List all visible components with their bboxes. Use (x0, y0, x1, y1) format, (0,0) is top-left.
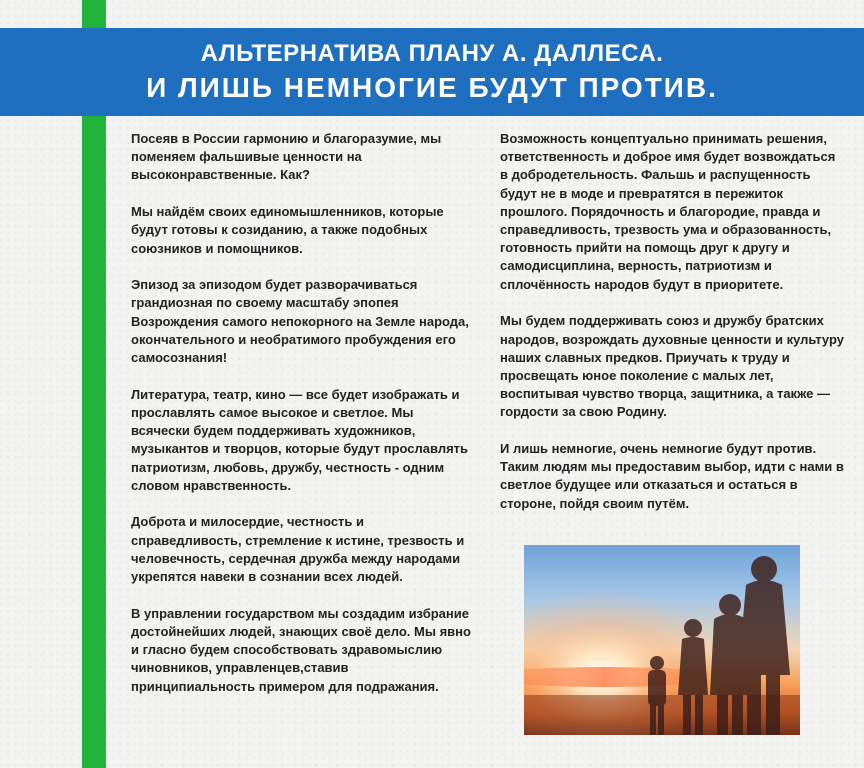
title-line-1: АЛЬТЕРНАТИВА ПЛАНУ А. ДАЛЛЕСА. (200, 40, 664, 67)
family-silhouette-illustration (524, 545, 800, 735)
paragraph: Эпизод за эпизодом будет разворачиваться грандиозная по своему масштабу эпопея Возрождения самого непокорного на Земле народа, окончательного и необратимого пробуждения его самосознания! (131, 277, 469, 366)
paragraph: Возможность концептуально принимать решения, ответственность и доброе имя будет возвождаться в добродетельность. Фальшь и распущенность будут не в моде и превратятся в пережиток прошлого. Порядочность и благородие, правда и справедливость, трезвость ума и образованность, готовность прийти на помощь друг к другу и самодисциплина, верность, патриотизм и сплочённость народов будут в приоритете. (500, 131, 836, 292)
paragraph: Мы будем поддерживать союз и дружбу братских народов, возрождать духовные ценности и культуру наших славных предков. Приучать к труду и просвещать юное поколение с малых лет, воспитывая чувство творца, защитника, а также — гордости за свою Родину. (500, 313, 844, 420)
title-line-2: И ЛИШЬ НЕМНОГИЕ БУДУТ ПРОТИВ. (146, 72, 718, 103)
paragraph: Литература, театр, кино — все будет изображать и прославлять самое высокое и светлое. Мы всячески будем поддерживать художников, музыкантов и творцов, которые будут прославлять патриотизм, любовь, дружбу, честность - одним словом нравственность. (131, 386, 469, 493)
paragraph: В управлении государством мы создадим избрание достойнейших людей, знающих своё дело. Мы явно и гласно будем способствовать здравомыслию чиновников, управленцев,ставив принципиальность примером для подражания. (131, 605, 471, 694)
family-sunset-photo (524, 545, 800, 735)
paragraph: И лишь немногие, очень немногие будут против. Таким людям мы предоставим выбор, идти с нами в светлое будущее или отказаться и остаться в стороне, пойдя своим путём. (500, 441, 844, 511)
paragraph: Посеяв в России гармонию и благоразумие, мы поменяем фальшивые ценности на высоконравственные. Как? (131, 131, 442, 183)
right-text-column (500, 130, 845, 531)
paragraph: Доброта и милосердие, честность и справедливость, стремление к истине, трезвость и человечность, сердечная дружба между народами укрепятся навеки в сознании всех людей. (131, 514, 465, 585)
title-banner (0, 28, 864, 116)
paragraph: Мы найдём своих единомышленников, которые будут готовы к созиданию, а также подобных союзников и помощников. (131, 204, 444, 256)
left-text-column (131, 130, 471, 714)
